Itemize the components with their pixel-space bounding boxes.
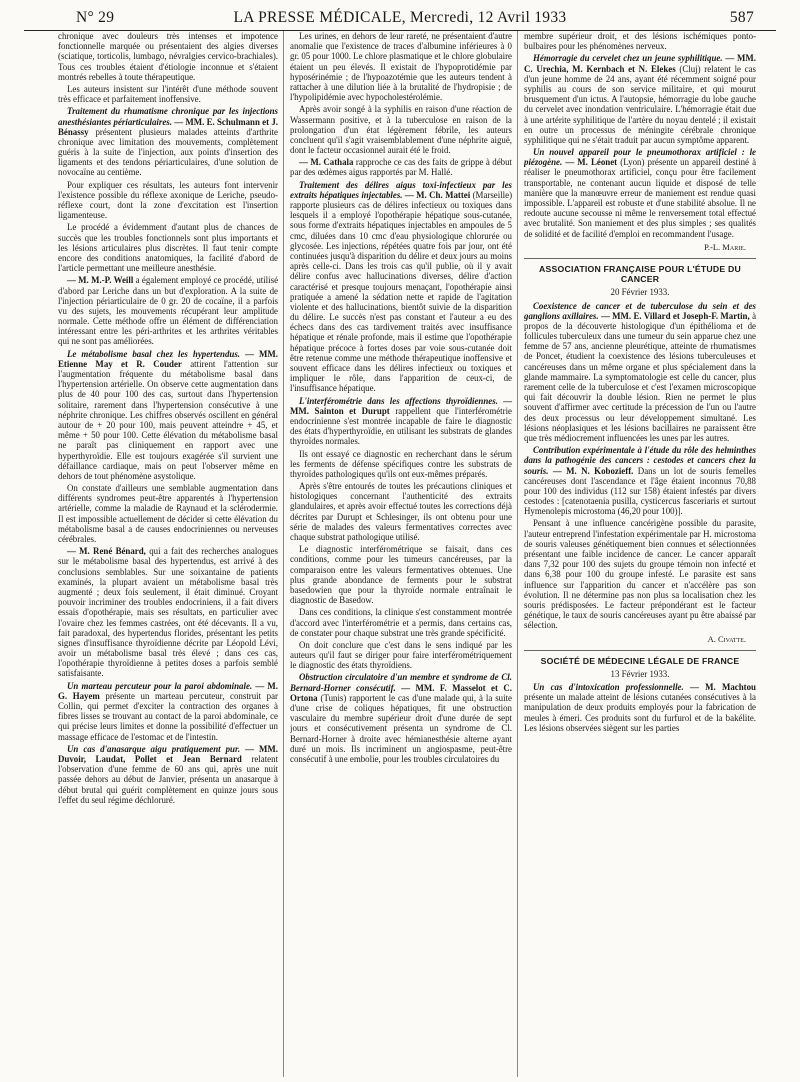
paragraph: On constate d'ailleurs une semblable augmentation dans différents syndromes peut-être apparentés à l'hypertension artérielle, comme la maladie de Raynaud et la sclérodermie. Il est impossible actuellement de décider si cette élévation du métabolisme basal a de causes endocriniennes ou nerveuses cérébrales.	[58, 483, 278, 544]
article-cerebellar-hemorrhage	[524, 53, 756, 145]
paragraph: Le diagnostic interférométrique se faisait, dans ces conditions, comme pour les tumeurs cancéreuses, par la comparaison entre les valeurs fermentatives obtenues. Une plus grande abondance de ferments pour le substrat basedowien que pour la thyroïde normale entraînait le diagnostic de Basedow.	[290, 544, 512, 606]
article-title: Obstruction circulatoire d'un membre et syndrome de Cl. Bernard-Horner consécutif.	[290, 672, 512, 693]
article-authors: — M. N. Kobozieff.	[552, 465, 634, 476]
article-authors: — M. René Bénard,	[67, 546, 146, 557]
section-date: 13 Février 1933.	[610, 668, 670, 679]
article-authors: — MM. E. Villard et Joseph-F. Martin,	[600, 310, 750, 321]
article-authors: — M. M.-P. Weill	[67, 275, 134, 286]
section-heading: ASSOCIATION FRANÇAISE POUR L'ÉTUDE DU CANCER	[539, 263, 741, 285]
article-text: présente un malade atteint de lésions cutanées consécutives à la manipulation de deux produits employés pour la fabrication de meules à émeri. Ces produits sont du furfurol et de la bakélite. Les lésions observées siègent sur les parties	[524, 692, 756, 733]
paragraph: chronique avec douleurs très intenses et impotence fonctionnelle marquée ou présentaient des algies diverses (sciatique, torticolis, lumbago, névralgies cervico-brachiales). Tous ces troubles étaient d'étiologie inconnue et s'étaient montrés rebelles à toute thérapeutique.	[58, 31, 278, 82]
paragraph: Le procédé a évidemment d'autant plus de chances de succès que les troubles fonctionnels sont plus importants et les lésions articulaires plus discrètes. Il faut tenir compte encore des conditions anatomiques, la facilité d'abord de l'article permettant une meilleure anesthésie.	[58, 222, 278, 274]
article-text: relatent l'observation d'une femme de 60 ans qui, après une nuit passée dehors au début de Janvier, présenta un anasarque à début brutal qui guérit complètement en quinze jours sous l'effet du seul régime déchloruré.	[58, 753, 278, 805]
article-title: Un nouvel appareil pour le pneumothorax artificiel : le piézogène.	[524, 147, 756, 168]
article-authors: — M. Cathala	[299, 157, 354, 168]
paragraph: On doit conclure que c'est dans le sens indiqué par les auteurs qu'il faut se diriger pour faire interférométriquement le diagnostic des états thyroïdiens.	[290, 639, 512, 671]
section-divider	[524, 650, 756, 651]
article-text: présentent plusieurs malades atteints d'arthrite chronique avec limitation des mouvements, complètement guéris à la suite de l'injection, aux points d'insertion des ligaments et des tendons périarticulaires, d'une solution de novocaïne au centième.	[58, 126, 278, 178]
article-title: Coexistence de cancer et de tuberculose du sein et des ganglions axillaires.	[524, 300, 756, 321]
paragraph: Les urines, en dehors de leur rareté, ne présentaient d'autre anomalie que l'existence de traces d'albumine inférieures à 0 gr. 05 pour 1000. Le chlore plasmatique et le chlore globulaire étaient un peu élevés. Il existait de l'hypoprotidémie par hyposérinémie ; de l'hypoazotémie que les auteurs tendent à rattacher à une dilution liée à la brutalité de l'hydropisie ; de l'hypolipidémie avec hypocholestérolémie.	[290, 31, 512, 103]
paragraph	[290, 157, 512, 177]
article-authors: — M. Léonet	[565, 157, 618, 168]
article-percussion-hammer	[58, 681, 278, 742]
paragraph: Ils ont essayé ce diagnostic en recherchant dans le sérum les ferments de défense spécifiques contre les substrats de thyroïdes pathologiques qu'ils ont eux-mêmes préparés.	[290, 448, 512, 479]
article-text: (Marseille) rapporte plusieurs cas de délires infectieux ou toxiques dans lesquels il a employé l'opothérapie hépatique sous-cutanée, sous forme d'extraits hépatiques injectables en ampoules de 5 cmc, diluées dans 10 cmc d'eau physiologique chlorurée ou glycosée. Les injections, répétées quatre fois par jour, ont été continuées jusqu'à disparition du délire et deux jours au moins après celle-ci. Dans les trois cas qu'il publie, où il y avait délire confus avec hallucinations diverses, délire d'action caractérisé et presque toujours menaçant, l'opothérapie ainsi pratiquée a amené la sédation nette et rapide de l'agitation violente et des hallucinations, bientôt suivie de la disparition du délire. Le succès n'est pas constant et l'auteur a eu des échecs dans des cas tardivement traités avec insuffisance hépatique et rénale profonde, mais il estime que l'opothérapie hépatique précoce à fortes doses par voie sous-cutanée doit être retenue comme une méthode thérapeutique inoffensive et souvent efficace dans les délires infectieux ou toxiques et impliquer le rôle, dans l'apparition de ceux-ci, de l'insuffisance hépatique.	[290, 189, 512, 394]
article-text: attirent l'attention sur l'augmentation fréquente du métabolisme basal dans l'hypertension artérielle. On observe cette augmentation dans plus de 40 pour 100 des cas, surtout dans l'hypertension solitaire, rarement dans l'hypertension consécutive à une néphrite chronique. Les chiffres observés oscillent en général autour de + 20 pour 100, mais peuvent atteindre + 45, et même + 50 pour 100. Cette élévation du métabolisme basal ne paraît pas cliniquement en rapport avec une hyperthyroïdie. Elle est toujours exagérée s'il survient une défaillance cardiaque, mais on peut l'observer même en dehors de tout phénomène asystolique.	[58, 358, 278, 481]
article-anasarca	[58, 744, 278, 805]
article-occupational-intoxication	[524, 682, 756, 733]
masthead-title: LA PRESSE MÉDICALE, Mercredi, 12 Avril 1933	[233, 9, 567, 26]
column-3	[524, 31, 756, 1077]
article-delirium	[290, 180, 512, 394]
article-text: (Tunis) rapportent le cas d'une malade qui, à la suite d'une crise de coliques hépatiques, fit une obstruction vasculaire du membre supérieur droit d'une durée de sept jours et consécutivement présenta un syndrome de Cl. Bernard-Horner à droite avec hémianesthésie alterne ayant duré un mois. Ils incriminent un angiospasme, peut-être consécutif à une embolie, pour les troubles circulatoires du	[290, 692, 512, 764]
article-title: Hémorragie du cervelet chez un jeune syphilitique.	[533, 53, 723, 64]
paragraph: Après avoir songé à la syphilis en raison d'une réaction de Wassermann positive, et à la tuberculose en raison de la prolongation d'un état légèrement fébrile, les auteurs concluent qu'il s'agit vraisemblablement d'une néphrite aiguë, dont le facteur occasionnel aurait été le froid.	[290, 104, 512, 156]
paragraph: Après s'être entourés de toutes les précautions cliniques et histologiques concernant l'authenticité des extraits glandulaires, et après avoir effectué toutes les corrections déjà décrites par Durupt et Schlesinger, ils ont obtenu pour une série de malades des valeurs fermentatives correctes avec chaque substrat pathologique utilisé.	[290, 481, 512, 542]
article-basal-metabolism	[58, 349, 278, 481]
article-authors: — M. Ch. Mattei	[404, 189, 471, 200]
article-pneumothorax-device	[524, 147, 756, 239]
paragraph: Dans ces conditions, la clinique s'est constamment montrée d'accord avec l'interférométrie et a permis, dans certains cas, de constater pour chaque substrat une très grande spécificité.	[290, 607, 512, 638]
page-header	[24, 0, 776, 31]
article-authors: — MM. C. Urechia, M. Kernbach et N. Elekes	[524, 53, 756, 74]
article-text: a également employé ce procédé, utilisé d'abord par Leriche dans un but d'exploration. A la suite de l'injection périarticulaire de 0 gr. 20 de cocaïne, il a parfois vu des sujets, les mouvements récupérant leur amplitude normale. Cette méthode offre un élément de différenciation intéressant entre les péri-arthrites et les arthrites véritables qui ne sont pas améliorées.	[58, 275, 278, 347]
article-title: Le métabolisme basal chez les hypertendus.	[67, 348, 240, 359]
article-text: présente un marteau percuteur, construit par Collin, qui permet d'exciter la contraction des organes à fibres lisses se trouvant au contact de la paroi abdominale, ce qui précise leurs limites et donne la possibilité d'effectuer un massage efficace de l'estomac et de l'intestin.	[58, 690, 278, 742]
article-title: Contribution expérimentale à l'étude du rôle des helminthes dans la pathogénie des cancers : cestodes et cancers chez la souris.	[524, 445, 756, 476]
article-title: L'interférométrie dans les affections thyroïdiennes.	[299, 395, 498, 406]
signature: A. Civatte.	[707, 633, 746, 644]
article-authors: — MM. Etienne May et R. Couder	[58, 348, 278, 369]
article-authors: — MM. Sainton et Durupt	[290, 395, 512, 416]
article-authors: — M. Machtou	[689, 682, 756, 693]
article-text: (Lyon) présente un appareil destiné à réaliser le pneumothorax artificiel, conçu pour être facilement transportable, ne contenant aucun liquide et disposé de telle manière que la manœuvre erreur de maniement est rendue quasi impossible. L'appareil est robuste et d'une stabilité absolue. Il ne redoute aucune secousse ni même le renversement total effectué avec brutalité. Son maniement et des plus simples ; ses qualités de solidité et de facilité d'emploi en recommandent l'usage.	[524, 157, 756, 239]
column-2	[290, 31, 512, 1077]
article-text: (Cluj) relatent le cas d'un jeune homme de 24 ans, ayant été récemment soigné pour syphilis au cours de son service militaire, et qui mourut brusquement d'un ictus. A l'autopsie, hémorragie du lobe gauche du cervelet avec inondation ventriculaire. L'hémorragie était due à une artérite syphilitique de l'artère du noyau dentelé ; il existait en outre un processus de méningite cérébrale chronique syphilitique qui ne s'était traduit par aucun symptôme apparent.	[524, 63, 756, 145]
article-authors: — MM. Duvoir, Laudat, Pollet et Jean Bernard	[58, 743, 278, 764]
section-divider	[524, 258, 756, 259]
paragraph: Pour expliquer ces résultats, les auteurs font intervenir l'existence possible du réflexe axonique de Leriche, pseudo-réflexe court, dont la zone d'excitation est l'insertion ligamenteuse.	[58, 179, 278, 221]
article-text: à propos de la découverte histologique d'un épithélioma et de follicules tuberculeux dans une tumeur du sein apparue chez une femme de 57 ans, ancienne pleurétique, atteinte de rhumatismes de Poncet, étudient la coexistence des lésions tuberculeuses et cancéreuses dans un même organe et plus spécialement dans la glande mammaire. La symptomatologie est celle du cancer, plus rarement celle de la tuberculose et c'est l'examen microscopique qui fait découvrir la double lésion. Rien ne permet le plus souvent d'affirmer avec certitude la précession de l'un ou l'autre des deux processus ou leur développement simultané. Les lésions néoplasiques et les lésions bacillaires ne paraissent être que très médiocrement influencées les unes par les autres.	[524, 310, 756, 443]
article-title: Un marteau percuteur pour la paroi abdominale.	[67, 680, 253, 691]
columns	[24, 31, 776, 1077]
article-cancer-tuberculosis	[524, 301, 756, 444]
article-text: Dans un lot de souris femelles cancéreuses dont l'ascendance et l'âge étaient inconnus 70,88 pour 100 des individus (112 sur 158) étaient infestés par divers cestodes : [catenotaenia pusilla, cysticercus fasceriaris et surtout Hymenolepis microstoma (46,20 pour 100)].	[524, 465, 756, 517]
article-title: Un cas d'intoxication professionnelle.	[533, 682, 684, 693]
paragraph: Pensant à une influence cancérigène possible du parasite, l'auteur entreprend l'infestation expérimentale par H. microstoma de souris valeuses génétiquement bien connues et sélectionnées présentant une faible incidence de cancer. Le cancer apparaît dans 7,32 pour 100 des sujets du groupe témoin non infecté et dans 6,38 pour 100 du groupe infesté. Le parasite est sans influence sur l'apparition du cancer et n'accélère pas son évolution. Il ne détermine pas non plus sa localisation chez les souris prédisposées. Le facteur prépondérant est le facteur génétique, le taux de souris cancéreuses ayant pu être abaissé par sélection.	[524, 518, 756, 631]
article-title: Traitement du rhumatisme chronique par les injections anesthésiantes périarticulaires.	[58, 106, 278, 127]
article-title: Un cas d'anasarque aigu pratiquement pur.	[67, 743, 241, 754]
section-date: 20 Février 1933.	[610, 287, 670, 298]
article-text: rapproche ce cas des faits de grippe à début par des œdèmes aigus rapportés par M. Hallé.	[290, 157, 512, 178]
paragraph: membre supérieur droit, et des lésions ischémiques ponto-bulbaires pour les phénomènes nerveux.	[524, 31, 756, 52]
article-authors: — MM. E. Schulmann et J. Bénassy	[58, 116, 278, 137]
article-text: rappellent que l'interférométrie endocrinienne s'est montrée incapable de faire le diagnostic des états d'hyperthyroïdie, en utilisant les substrats de glandes thyroïdes normales.	[290, 405, 512, 447]
paragraph	[58, 546, 278, 678]
article-helminths-cancer	[524, 445, 756, 516]
article-interferometry	[290, 396, 512, 447]
paragraph: Les auteurs insistent sur l'intérêt d'une méthode souvent très efficace et parfaitement inoffensive.	[58, 83, 278, 105]
column-divider	[283, 31, 284, 1077]
page-number: 587	[729, 9, 754, 26]
article-text: qui a fait des recherches analogues sur le métabolisme basal des hypertendus, est arrivé à des conclusions semblables. Sur une soixantaine de patients examinés, la plupart avaient un métabolisme basal très augmenté ; deux fois seulement, il était diminué. Croyant pouvoir incriminer des troubles endocriniens, il a fait divers essais d'opothérapie, mais ses résultats, en particulier avec l'ovaire chez les femmes castrées, ont été décevants. Il a vu, fait paradoxal, des hypertendus florides, présentant les petits signes d'insuffisance thyroïdienne décrite par Léopold Lévi, avoir un métabolisme basal très élevé ; dans ces cas, l'opothérapie thyroïdienne à petites doses a parfois semblé satisfaisante.	[58, 546, 278, 679]
column-1	[58, 31, 278, 1077]
signature: P.-L. Marie.	[704, 241, 746, 252]
article-authors: — M. G. Hayem	[58, 680, 278, 701]
article-circulatory-obstruction	[290, 672, 512, 764]
issue-number: N° 29	[76, 9, 115, 26]
article-title: Traitement des délires aigus toxi-infectieux par les extraits hépatiques injectables.	[290, 179, 512, 200]
paragraph	[58, 275, 278, 346]
section-heading: SOCIÉTÉ DE MÉDECINE LÉGALE DE FRANCE	[540, 655, 740, 666]
article-rheumatism	[58, 106, 278, 177]
article-authors: — MM. F. Masselot et C. Ortona	[290, 682, 512, 703]
column-divider	[517, 31, 518, 1077]
